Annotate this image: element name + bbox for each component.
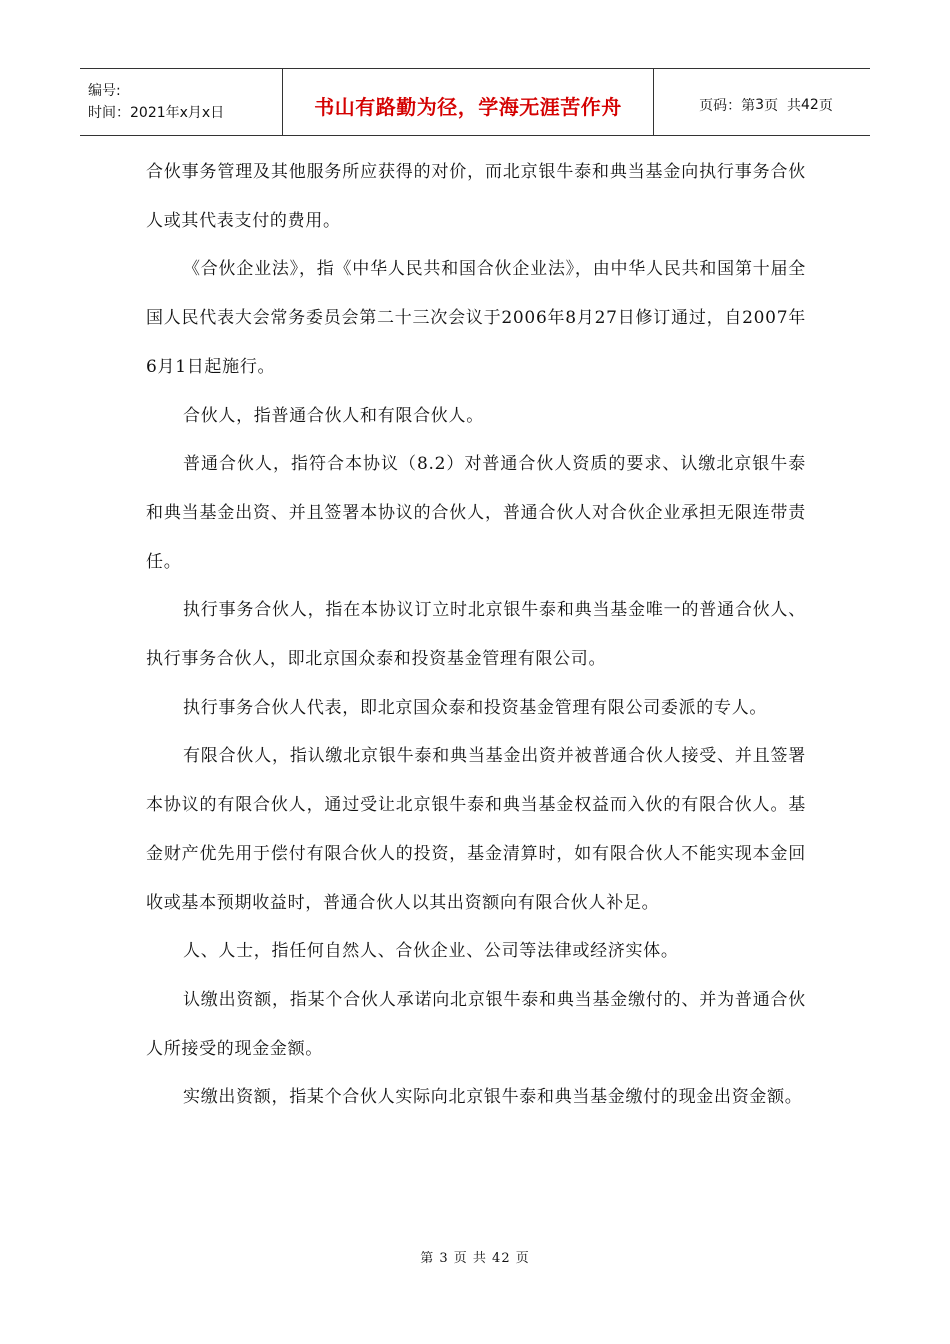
header-page-number (654, 69, 870, 135)
page-prefix: 页码：第 (699, 98, 756, 114)
header-meta (80, 69, 282, 135)
paragraph-limited-partner: 有限合伙人，指认缴北京银牛泰和典当基金出资并被普通合伙人接受、并且签署本协议的有限合伙人，通过受让北京银牛泰和典当基金权益而入伙的有限合伙人。基金财产优先用于偿付有限合伙人的投资，基金清算时，如有限合伙人不能实现本金回收或基本预期收益时，普通合伙人以其出资额向有限合伙人补足。 (146, 746, 806, 913)
page-current: 3 (755, 97, 765, 113)
paragraph-executive-representative: 执行事务合伙人代表，即北京国众泰和投资基金管理有限公司委派的专人。 (183, 697, 768, 718)
document-body (146, 148, 806, 1122)
date-label: 时间：2021年x月x日 (88, 105, 225, 121)
paragraph-partners: 合伙人，指普通合伙人和有限合伙人。 (183, 405, 484, 426)
paragraph-partnership-law: 《合伙企业法》，指《中华人民共和国合伙企业法》，由中华人民共和国第十届全国人民代表大会常务委员会第二十三次会议于2006年8月27日修订通过，自2007年6月1日起施行。 (146, 259, 806, 377)
paragraph-subscribed-capital: 认缴出资额，指某个合伙人承诺向北京银牛泰和典当基金缴付的、并为普通合伙人所接受的现金金额。 (146, 989, 806, 1059)
paragraph-paid-capital: 实缴出资额，指某个合伙人实际向北京银牛泰和典当基金缴付的现金出资金额。 (183, 1087, 803, 1108)
number-label: 编号: (88, 83, 121, 99)
paragraph-persons: 人、人士，指任何自然人、合伙企业、公司等法律或经济实体。 (183, 941, 679, 962)
page-footer: 第 3 页 共 42 页 (420, 1251, 530, 1266)
paragraph-continuation: 合伙事务管理及其他服务所应获得的对价，而北京银牛泰和典当基金向执行事务合伙人或其代表支付的费用。 (146, 162, 806, 231)
paragraph-executive-partner: 执行事务合伙人，指在本协议订立时北京银牛泰和典当基金唯一的普通合伙人、执行事务合伙人，即北京国众泰和投资基金管理有限公司。 (146, 600, 806, 670)
page-mid: 页 共 (764, 98, 801, 114)
page-suffix: 页 (818, 98, 833, 114)
paragraph-general-partner: 普通合伙人，指符合本协议（8.2）对普通合伙人资质的要求、认缴北京银牛泰和典当基金出资、并且签署本协议的合伙人，普通合伙人对合伙企业承担无限连带责任。 (146, 454, 806, 572)
page-header (80, 68, 870, 136)
header-motto-cell (282, 69, 654, 135)
motto-text: 书山有路勤为径，学海无涯苦作舟 (314, 94, 622, 119)
page-total: 42 (801, 97, 819, 113)
